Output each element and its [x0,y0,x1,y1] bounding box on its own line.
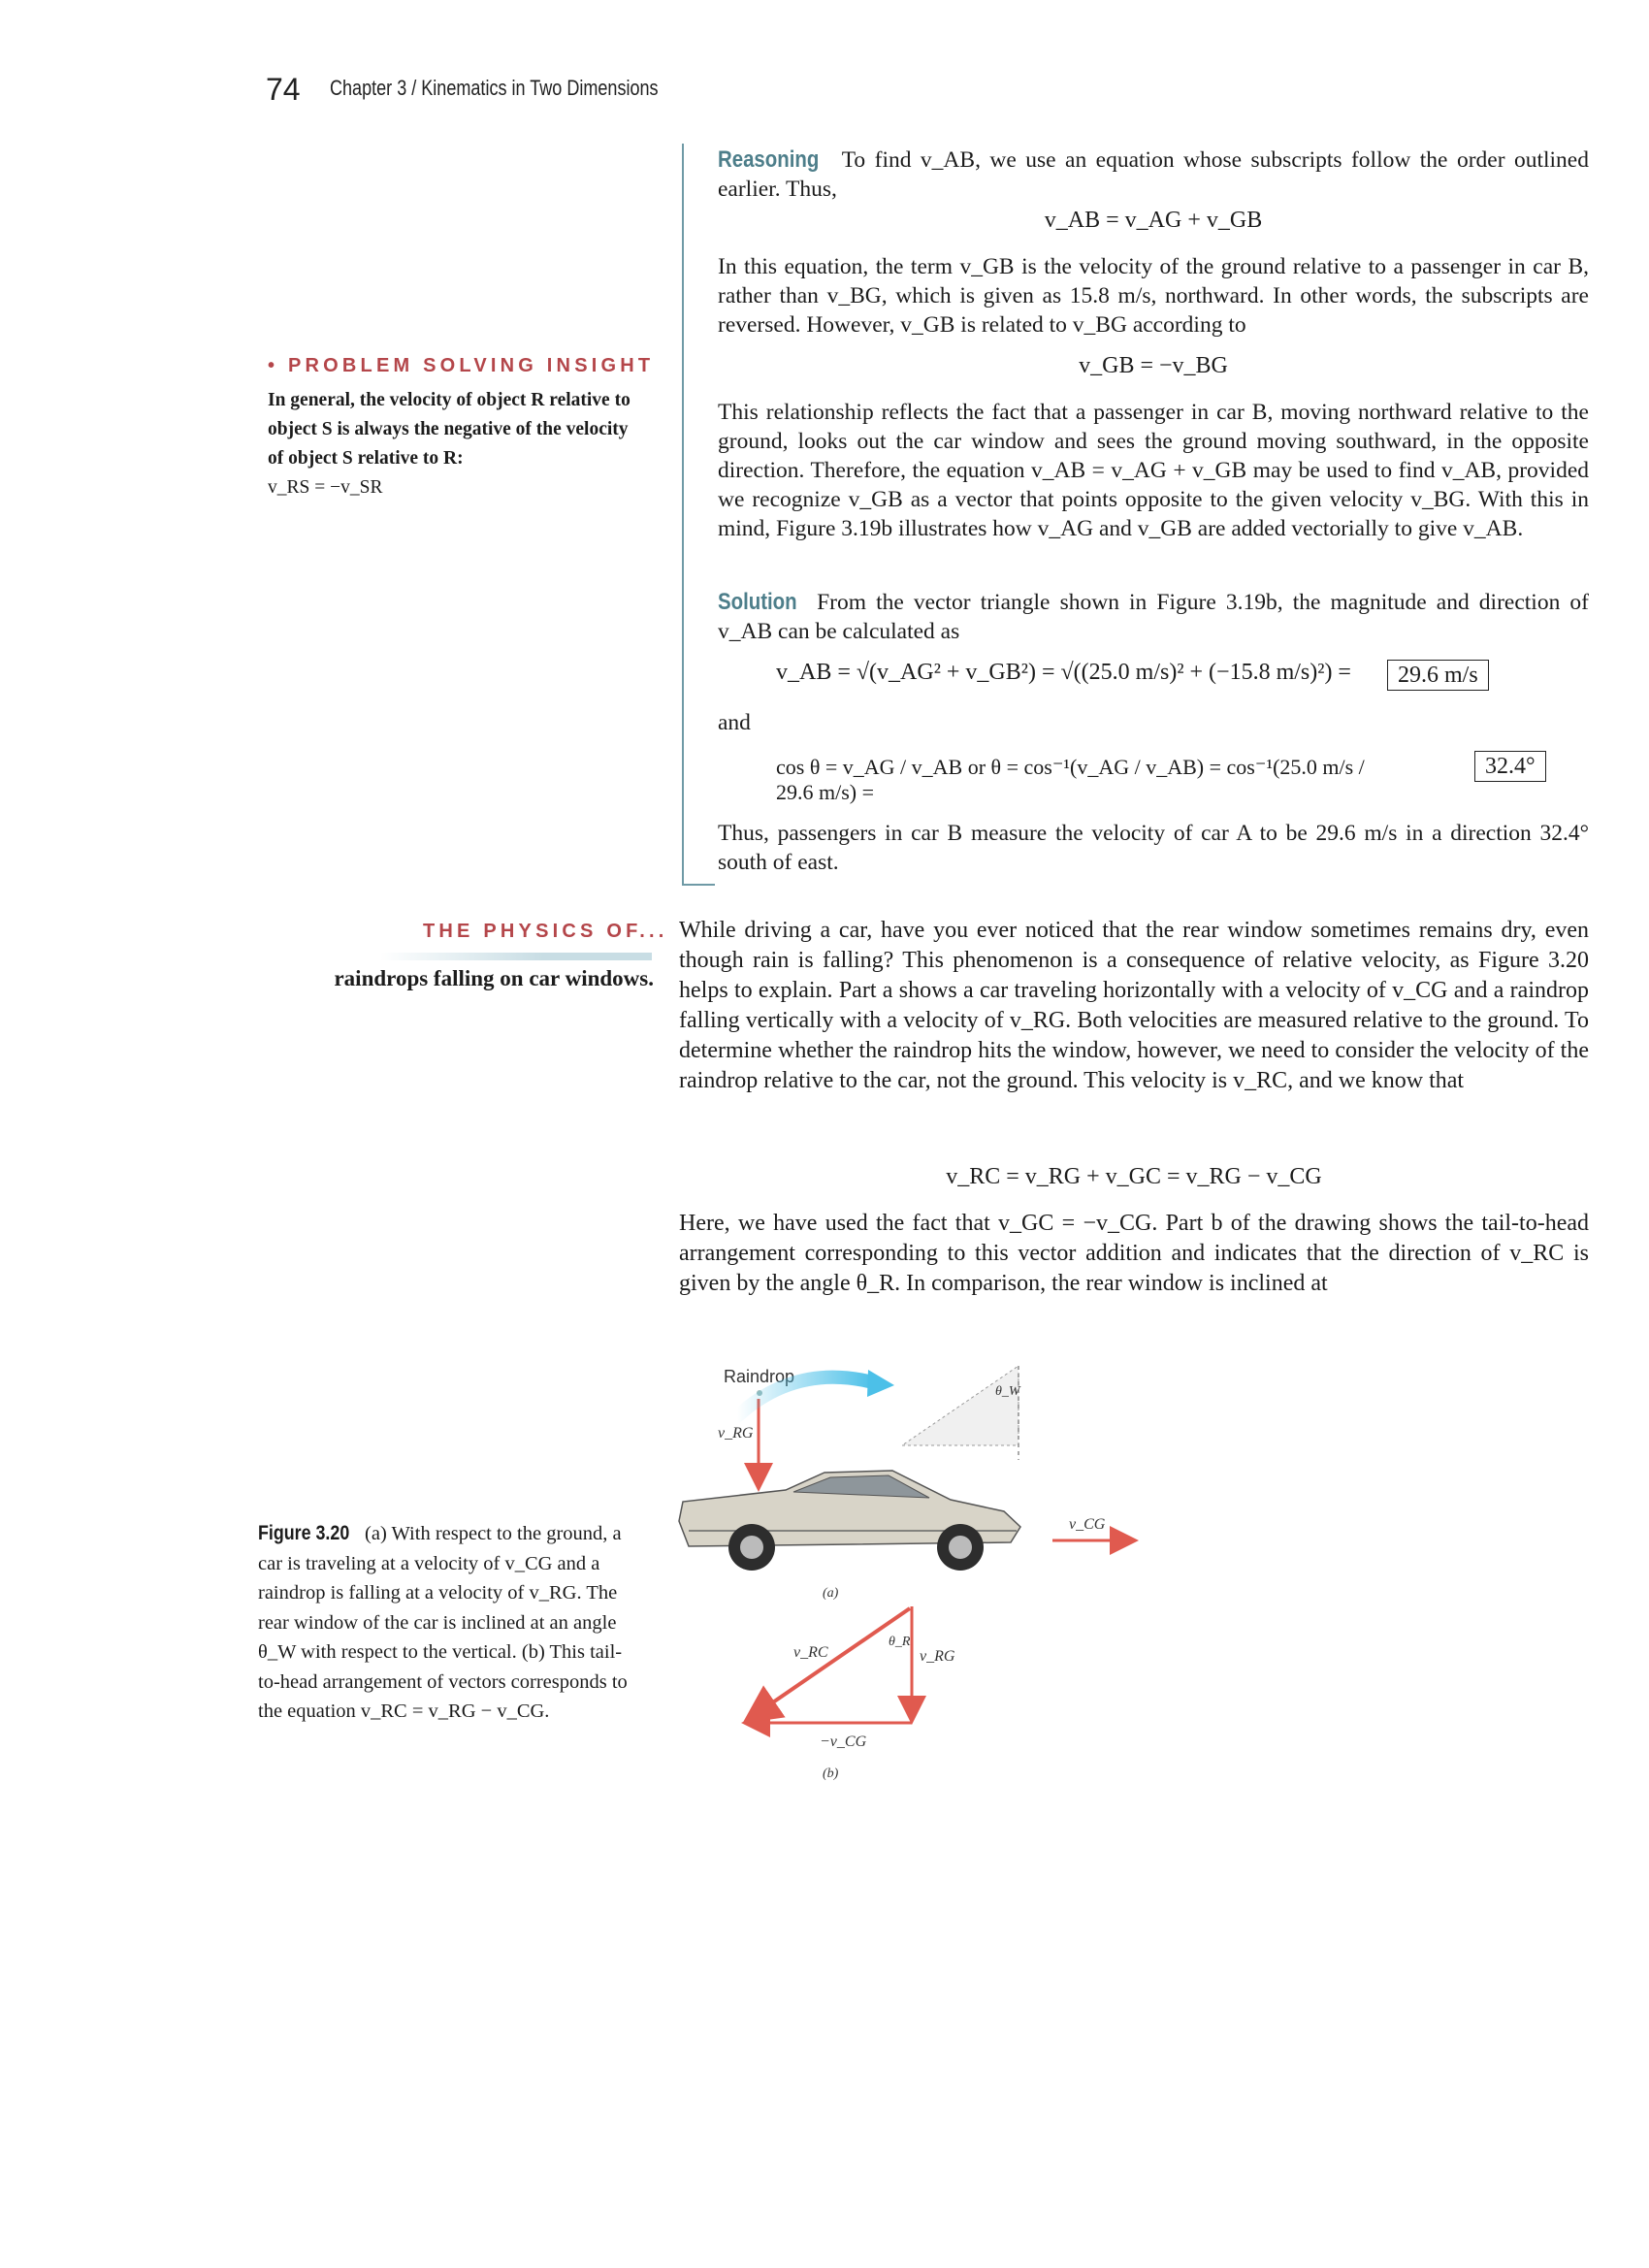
figure-caption [258,1519,641,1727]
theta-r-label: θ_R [889,1635,911,1649]
window-inset [902,1366,1018,1445]
body-paragraph-1: While driving a car, have you ever noticed that the rear window sometimes remains dry, even though rain is falling? This phenomenon is a consequence of relative velocity, as Figure 3.20 helps to explain. Part a shows a car traveling horizontally with a velocity of v_CG and a raindrop falling vertically with a velocity of v_RG. Both velocities are measured relative to the ground. To determine whether the raindrop hits the window, however, we need to consider the velocity of the raindrop relative to the car, not the ground. This velocity is v_RC, and we know that [679,918,1589,1093]
figure-label: Figure 3.20 [258,1522,350,1544]
neg-vcg-label: −v_CG [820,1733,867,1750]
vcg-label: v_CG [1069,1516,1106,1533]
window-arrow-head [867,1370,894,1397]
reasoning-label: Reasoning [718,146,820,173]
equation-1: v_AB = v_AG + v_GB [1044,208,1263,233]
body-paragraph-2: Here, we have used the fact that v_GC = −v_CG. Part b of the drawing shows the tail-to-head arrangement corresponding to this vector addition and indicates that the direction of v_RC is given by the angle θ_R. In comparison, the rear window is inclined at [679,1211,1589,1296]
physics-topic: raindrops falling on car windows. [334,966,654,990]
solution-paragraph [718,588,1589,646]
example-rule-horizontal [682,884,715,886]
reasoning-text-1: To find v_AB, we use an equation whose subscripts follow the order outlined earlier. Thus, [718,147,1589,202]
part-b-label: (b) [823,1766,839,1781]
physics-title: THE PHYSICS OF... [423,921,668,942]
conclusion-paragraph: Thus, passengers in car B measure the velocity of car A to be 29.6 m/s in a direction 32.4° south of east. [718,821,1589,875]
vrg-b-label: v_RG [920,1648,955,1665]
insight-equation: v_RS = −v_SR [268,477,383,498]
equation-4: cos θ = v_AG / v_AB or θ = cos⁻¹(v_AG / v_AB) = cos⁻¹(25.0 m/s / 29.6 m/s) = [776,755,1365,804]
page-number: 74 [266,72,301,107]
example-rule-vertical [682,144,684,885]
reasoning-paragraph-1 [718,146,1589,204]
result-angle: 32.4° [1474,751,1546,782]
physics-divider [380,953,652,960]
figure-3-20 [669,1348,1212,1795]
theta-w-label: θ_W [995,1384,1020,1399]
reasoning-paragraph-2: In this equation, the term v_GB is the velocity of the ground relative to a passenger in car B, rather than v_BG, which is given as 15.8 m/s, northward. In other words, the subscripts are reversed. However, v_GB is related to v_BG according to [718,254,1589,338]
equation-2: v_GB = −v_BG [1079,353,1228,378]
vrc-label: v_RC [793,1644,828,1661]
solution-label: Solution [718,589,797,615]
equation-5: v_RC = v_RG + v_GC = v_RG − v_CG [946,1164,1322,1189]
vrg-label: v_RG [718,1425,754,1442]
insight-title: • PROBLEM SOLVING INSIGHT [268,355,655,376]
insight-text: In general, the velocity of object R relative to object S is always the negative of the velocity of object S relative to R: [268,390,630,469]
result-angle-box [1474,751,1546,782]
result-speed: 29.6 m/s [1387,660,1489,691]
result-speed-box [1387,660,1489,691]
figure-caption-text: (a) With respect to the ground, a car is traveling at a velocity of v_CG and a raindrop is falling at a velocity of v_RG. The rear window of the car is inclined at an angle θ_W with respect to the vertical. (b) This tail-to-head arrangement of vectors corresponds to the equation v_RC = v_RG − v_CG. [258,1523,628,1722]
raindrop-label: Raindrop [724,1367,795,1386]
vrc-arrow [749,1608,910,1719]
solution-text: From the vector triangle shown in Figure 3.19b, the magnitude and direction of v_AB can be calculated as [718,590,1589,644]
and-word: and [718,710,751,735]
equation-3: v_AB = √(v_AG² + v_GB²) = √((25.0 m/s)² + (−15.8 m/s)²) = [776,660,1351,685]
reasoning-paragraph-3: This relationship reflects the fact that a passenger in car B, moving northward relative to the ground, looks out the car window and sees the ground moving southward, in the opposite direction. Therefore, the equation v_AB = v_AG + v_GB may be used to find v_AB, provided we recognize v_GB as a vector that points opposite to the given velocity v_BG. With this in mind, Figure 3.19b illustrates how v_AG and v_GB are added vectorially to give v_AB. [718,400,1589,541]
part-a-label: (a) [823,1586,839,1601]
insight-body [268,386,636,502]
car-illustration [679,1471,1020,1571]
chapter-title: Chapter 3 / Kinematics in Two Dimensions [330,76,659,100]
